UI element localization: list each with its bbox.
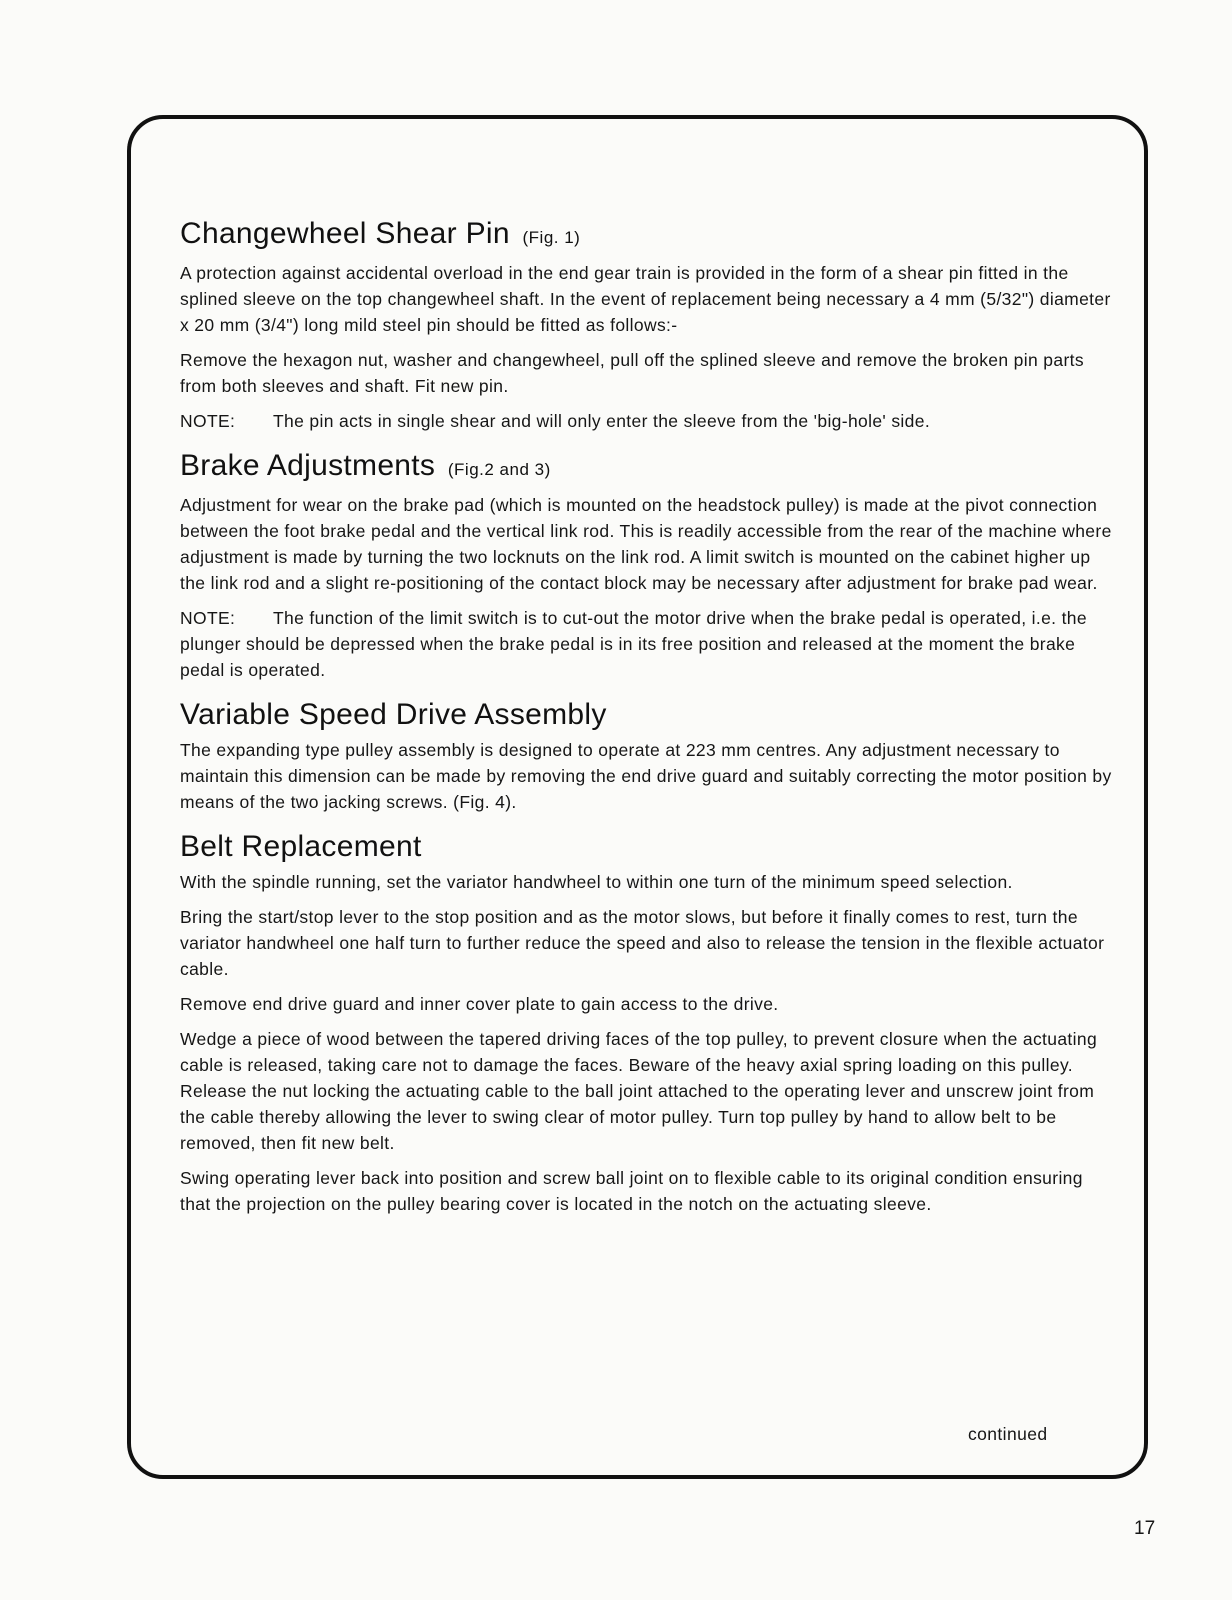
section-heading [180, 444, 1115, 492]
section-heading [180, 693, 1115, 737]
paragraph: The expanding type pulley assembly is designed to operate at 223 mm centres. Any adjustment necessary to maintain this dimension can be made by removing the end drive guard and suitably correcting the motor position by means of the two jacking screws. (Fig. 4). [180, 740, 1112, 812]
paragraph: Remove end drive guard and inner cover plate to gain access to the drive. [180, 994, 779, 1014]
section-variable-speed-drive-assembly [180, 693, 1115, 815]
section-title: Belt Replacement [180, 830, 422, 863]
paragraph: With the spindle running, set the variator handwheel to within one turn of the minimum speed selection. [180, 872, 1013, 892]
paragraph: Bring the start/stop lever to the stop position and as the motor slows, but before it finally comes to rest, turn the variator handwheel one half turn to further reduce the speed and also to release the tension in the flexible actuator cable. [180, 907, 1105, 979]
section-title: Variable Speed Drive Assembly [180, 698, 607, 731]
continued-label: continued [968, 1424, 1048, 1444]
note [180, 408, 1115, 434]
section-brake-adjustments [180, 444, 1115, 683]
paragraph: Wedge a piece of wood between the tapered driving faces of the top pulley, to prevent closure when the actuating cable is released, taking care not to damage the faces. Beware of the heavy axial spring loading on this pulley. Release the nut locking the actuating cable to the ball joint attached to the operating lever and unscrew joint from the cable thereby allowing the lever to swing clear of motor pulley. Turn top pulley by hand to allow belt to be removed, then fit new belt. [180, 1029, 1098, 1153]
figure-reference: (Fig.2 and 3) [447, 460, 551, 479]
section-belt-replacement [180, 825, 1115, 1217]
page-number: 17 [1134, 1518, 1156, 1539]
note-text: The pin acts in single shear and will only enter the sleeve from the 'big-hole' side. [273, 411, 931, 431]
section-heading [180, 825, 1115, 869]
figure-reference: (Fig. 1) [522, 228, 581, 247]
note-label: NOTE: [180, 608, 236, 628]
section-changewheel-shear-pin [180, 212, 1115, 434]
page-content [180, 212, 1115, 1227]
section-title: Changewheel Shear Pin [180, 217, 510, 250]
note-label: NOTE: [180, 411, 236, 431]
section-title: Brake Adjustments [180, 449, 436, 482]
section-heading [180, 212, 1115, 260]
note-text: The function of the limit switch is to cut-out the motor drive when the brake pedal is operated, i.e. the plunger should be depressed when the brake pedal is in its free position and released at the moment the brake pedal is operated. [180, 608, 1087, 680]
paragraph: A protection against accidental overload in the end gear train is provided in the form of a shear pin fitted in the splined sleeve on the top changewheel shaft. In the event of replacement being necessary a 4 mm (5/32") diameter x 20 mm (3/4") long mild steel pin should be fitted as follows:- [180, 263, 1111, 335]
paragraph: Swing operating lever back into position and screw ball joint on to flexible cable to its original condition ensuring that the projection on the pulley bearing cover is located in the notch on the actuating sleeve. [180, 1168, 1083, 1214]
paragraph: Remove the hexagon nut, washer and changewheel, pull off the splined sleeve and remove the broken pin parts from both sleeves and shaft. Fit new pin. [180, 350, 1084, 396]
note [180, 605, 1115, 683]
paragraph: Adjustment for wear on the brake pad (which is mounted on the headstock pulley) is made at the pivot connection between the foot brake pedal and the vertical link rod. This is readily accessible from the rear of the machine where adjustment is made by turning the two locknuts on the link rod. A limit switch is mounted on the cabinet higher up the link rod and a slight re-positioning of the contact block may be necessary after adjustment for brake pad wear. [180, 495, 1112, 593]
